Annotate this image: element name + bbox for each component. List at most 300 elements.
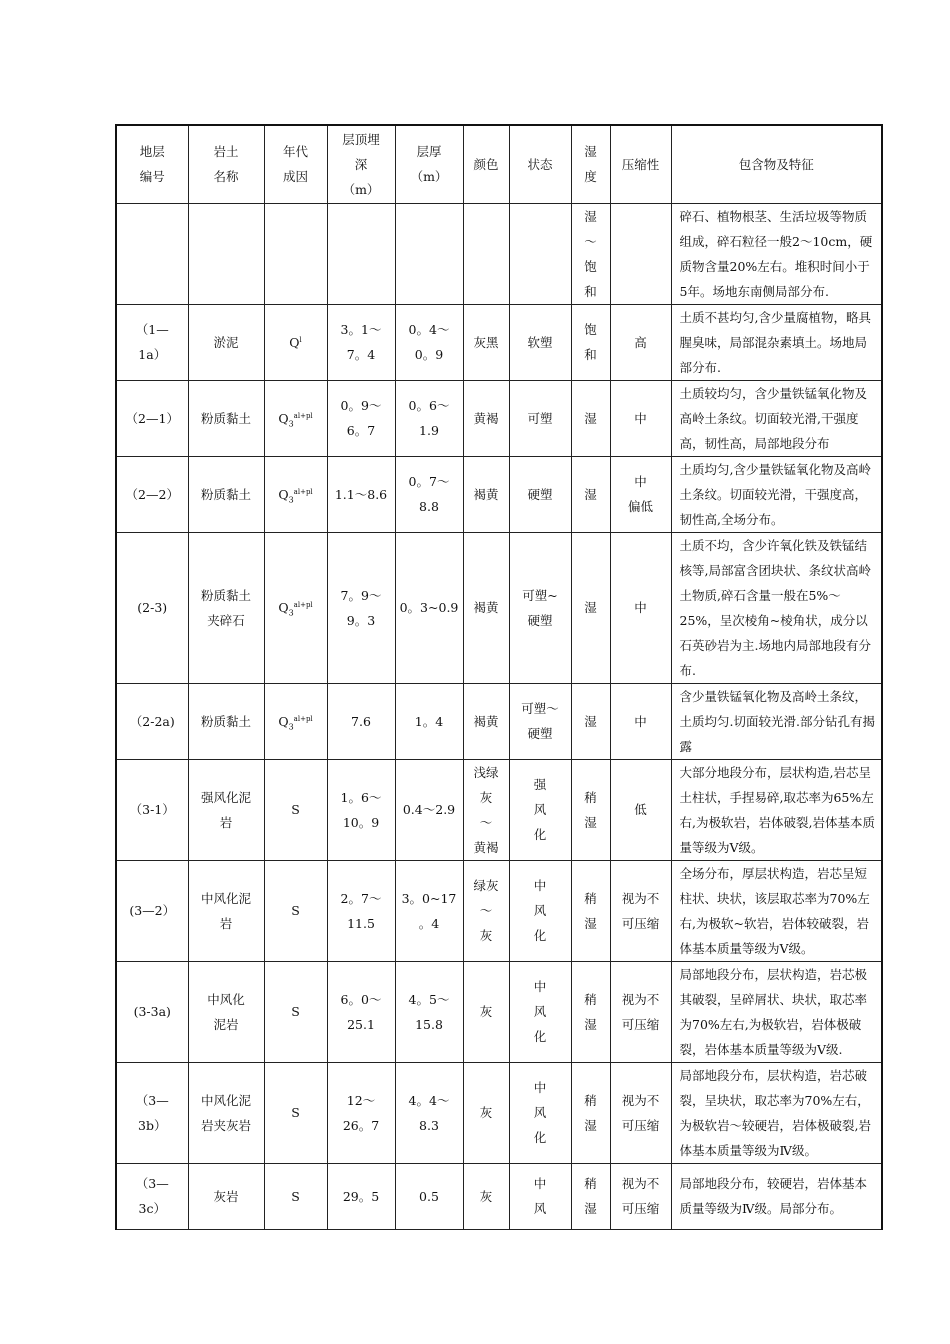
cell-line: 视为不 bbox=[621, 1176, 660, 1191]
cell-thickness bbox=[395, 860, 463, 961]
table-row bbox=[116, 456, 882, 532]
cell-humidity bbox=[571, 456, 610, 532]
cell-age-origin bbox=[264, 304, 327, 380]
cell-line: 粉质黏土 bbox=[200, 587, 251, 603]
header-line: 地层 bbox=[139, 144, 165, 160]
cell-line: (3-3a) bbox=[133, 1004, 171, 1019]
header-line: 湿 bbox=[584, 144, 597, 160]
cell-soil-name bbox=[188, 203, 264, 304]
cell-humidity bbox=[571, 1062, 610, 1163]
cell-top-depth bbox=[327, 532, 395, 683]
age-subscript: 3 bbox=[288, 722, 294, 731]
cell-line: 1a） bbox=[138, 347, 167, 362]
cell-age-origin bbox=[264, 532, 327, 683]
cell-line: 3b） bbox=[138, 1117, 167, 1133]
age-base: S bbox=[291, 802, 300, 817]
cell-line: 稍 bbox=[584, 1176, 597, 1191]
table-row bbox=[116, 1062, 882, 1163]
cell-line: 灰 bbox=[479, 1105, 493, 1120]
cell-line: 中风化 bbox=[207, 991, 245, 1007]
cell-line: 稍 bbox=[584, 890, 597, 906]
cell-top-depth bbox=[327, 380, 395, 456]
cell-thickness bbox=[395, 1163, 463, 1229]
age-base: Q bbox=[278, 713, 289, 729]
cell-line: （3-1） bbox=[129, 802, 175, 817]
age-base: Q bbox=[278, 410, 289, 426]
header-line: 编号 bbox=[139, 169, 165, 185]
cell-line: 3。0~17 bbox=[401, 890, 457, 906]
cell-line: (3—2） bbox=[129, 903, 176, 918]
cell-thickness bbox=[395, 759, 463, 860]
cell-line: 风 bbox=[533, 1004, 547, 1019]
cell-state bbox=[509, 532, 571, 683]
cell-line: 。4 bbox=[418, 915, 440, 931]
cell-line: 7。4 bbox=[346, 347, 376, 362]
cell-line: 中 bbox=[533, 1176, 547, 1191]
cell-line: 偏低 bbox=[627, 499, 653, 514]
cell-line: 0.4～2.9 bbox=[402, 802, 456, 817]
cell-age-origin bbox=[264, 961, 327, 1062]
age-subscript: 3 bbox=[288, 608, 294, 618]
cell-line: 可压缩 bbox=[621, 1016, 660, 1032]
cell-state bbox=[509, 961, 571, 1062]
cell-line: 0。7～ bbox=[408, 474, 450, 489]
cell-line: 1.9 bbox=[419, 423, 439, 438]
cell-line: 夹碎石 bbox=[207, 612, 245, 628]
cell-color bbox=[463, 380, 509, 456]
cell-line: 岩 bbox=[219, 915, 233, 931]
cell-color bbox=[463, 1163, 509, 1229]
header-compressibility bbox=[610, 125, 671, 203]
cell-features: 含少量铁锰氧化物及高岭土条纹，土质均匀.切面较光滑.部分钻孔有揭露 bbox=[671, 683, 882, 759]
cell-top-depth bbox=[327, 1163, 395, 1229]
cell-age-origin bbox=[264, 456, 327, 532]
cell-stratum-id bbox=[116, 683, 188, 759]
cell-soil-name bbox=[188, 1062, 264, 1163]
cell-thickness bbox=[395, 961, 463, 1062]
cell-line: 稍 bbox=[584, 1092, 597, 1108]
cell-line: 风 bbox=[533, 1201, 547, 1216]
cell-stratum-id bbox=[116, 304, 188, 380]
table-row bbox=[116, 304, 882, 380]
table-row bbox=[116, 1163, 882, 1229]
cell-line: 0。6～ bbox=[408, 398, 450, 413]
cell-thickness bbox=[395, 456, 463, 532]
cell-thickness bbox=[395, 532, 463, 683]
cell-stratum-id bbox=[116, 532, 188, 683]
cell-line: 强风化泥 bbox=[200, 789, 251, 805]
header-state bbox=[509, 125, 571, 203]
cell-line: 湿 bbox=[584, 1117, 597, 1133]
cell-thickness bbox=[395, 380, 463, 456]
table-row bbox=[116, 860, 882, 961]
table-row bbox=[116, 961, 882, 1062]
cell-line: 0。4～ bbox=[408, 322, 450, 337]
age-subscript: 3 bbox=[288, 419, 294, 428]
cell-features: 局部地段分布，层状构造，岩芯破裂，呈块状，取芯率为70%左右，为极软岩～较硬岩，岩体极破裂,岩体基本质量等级为Ⅳ级。 bbox=[671, 1062, 882, 1163]
cell-line: 粉质黏土 bbox=[200, 713, 251, 729]
cell-line: 中 bbox=[533, 1080, 547, 1095]
cell-soil-name bbox=[188, 456, 264, 532]
cell-age-origin bbox=[264, 203, 327, 304]
cell-line: 低 bbox=[634, 802, 647, 817]
cell-humidity bbox=[571, 304, 610, 380]
age-superscript: al+pl bbox=[293, 411, 313, 420]
cell-line: 稍 bbox=[584, 789, 597, 805]
cell-line: 中 bbox=[533, 878, 547, 893]
cell-features: 全场分布，厚层状构造，岩芯呈短柱状、块状，该层取芯率为70%左右,为极软~软岩，岩体较破裂，岩体基本质量等级为Ⅴ级。 bbox=[671, 860, 882, 961]
age-base: S bbox=[291, 1105, 300, 1120]
cell-line: 软塑 bbox=[527, 334, 553, 350]
cell-features: 土质较均匀，含少量铁锰氧化物及高岭土条纹。切面较光滑,干强度高，韧性高，局部地段分布 bbox=[671, 380, 882, 456]
cell-thickness bbox=[395, 1062, 463, 1163]
header-line: 度 bbox=[584, 169, 597, 185]
cell-line: 粉质黏土 bbox=[200, 486, 251, 502]
header-line: （m） bbox=[410, 169, 448, 185]
cell-line: 视为不 bbox=[621, 1092, 660, 1108]
cell-line: 高 bbox=[634, 334, 647, 350]
header-line: 成因 bbox=[282, 169, 308, 185]
cell-compressibility bbox=[610, 203, 671, 304]
cell-line: 硬塑 bbox=[527, 612, 553, 628]
cell-age-origin bbox=[264, 380, 327, 456]
header-color bbox=[463, 125, 509, 203]
header-line: 层厚 bbox=[416, 144, 442, 160]
cell-line: 26。7 bbox=[342, 1117, 380, 1133]
cell-line: 7。9～ bbox=[340, 587, 382, 603]
cell-line: 中 bbox=[634, 600, 647, 615]
age-base: S bbox=[291, 1004, 300, 1019]
cell-humidity bbox=[571, 532, 610, 683]
cell-line: （3— bbox=[135, 1176, 169, 1191]
cell-line: 8.3 bbox=[419, 1117, 439, 1133]
cell-line: 中风化泥 bbox=[200, 1092, 251, 1108]
table-row bbox=[116, 759, 882, 860]
header-thickness bbox=[395, 125, 463, 203]
table-row bbox=[116, 203, 882, 304]
cell-compressibility bbox=[610, 304, 671, 380]
cell-line: 浅绿 bbox=[473, 764, 499, 780]
cell-humidity bbox=[571, 860, 610, 961]
cell-line: 化 bbox=[533, 1029, 547, 1044]
header-humidity bbox=[571, 125, 610, 203]
cell-line: 淤泥 bbox=[213, 334, 239, 350]
age-subscript: 3 bbox=[288, 495, 294, 504]
cell-line: 1。4 bbox=[414, 713, 444, 729]
cell-line: 饱 bbox=[584, 322, 597, 337]
cell-line: 4。4～ bbox=[408, 1092, 450, 1108]
cell-line: 6。7 bbox=[346, 423, 376, 438]
cell-line: 9。3 bbox=[346, 612, 376, 628]
cell-color bbox=[463, 860, 509, 961]
cell-age-origin bbox=[264, 1163, 327, 1229]
cell-thickness bbox=[395, 203, 463, 304]
cell-line: 化 bbox=[533, 827, 547, 842]
cell-features: 碎石、植物根茎、生活垃圾等物质组成，碎石粒径一般2～10cm，硬质物含量20%左右。堆积时间小于5年。场地东南侧局部分布. bbox=[671, 203, 882, 304]
cell-compressibility bbox=[610, 961, 671, 1062]
cell-line: 灰黑 bbox=[473, 334, 499, 350]
cell-line: 稍 bbox=[584, 991, 597, 1007]
cell-color bbox=[463, 961, 509, 1062]
cell-soil-name bbox=[188, 683, 264, 759]
header-line: 包含物及特征 bbox=[738, 156, 814, 172]
header-top-depth bbox=[327, 125, 395, 203]
cell-features: 局部地段分布，较硬岩，岩体基本质量等级为Ⅳ级。局部分布。 bbox=[671, 1163, 882, 1229]
cell-color bbox=[463, 759, 509, 860]
strata-table bbox=[115, 124, 883, 1230]
cell-line: 视为不 bbox=[621, 890, 660, 906]
cell-line: 0.5 bbox=[419, 1188, 439, 1204]
cell-line: （2—1） bbox=[125, 410, 179, 426]
cell-soil-name bbox=[188, 304, 264, 380]
cell-thickness bbox=[395, 683, 463, 759]
cell-line: 1。6～ bbox=[340, 789, 382, 805]
cell-line: 灰 bbox=[479, 1004, 493, 1019]
cell-line: 风 bbox=[533, 802, 547, 817]
cell-state bbox=[509, 1163, 571, 1229]
table-header-row bbox=[116, 125, 882, 203]
cell-line: 风 bbox=[533, 903, 547, 918]
header-line: （m） bbox=[342, 181, 380, 197]
cell-line: 湿 bbox=[584, 600, 597, 615]
cell-compressibility bbox=[610, 1062, 671, 1163]
cell-age-origin bbox=[264, 860, 327, 961]
cell-top-depth bbox=[327, 456, 395, 532]
header-line: 状态 bbox=[527, 156, 553, 172]
table-row bbox=[116, 683, 882, 759]
cell-top-depth bbox=[327, 683, 395, 759]
cell-top-depth bbox=[327, 1062, 395, 1163]
cell-humidity bbox=[571, 1163, 610, 1229]
cell-line: 湿 bbox=[584, 814, 597, 830]
cell-line: 10。9 bbox=[342, 814, 380, 830]
cell-line: 0。9 bbox=[414, 347, 444, 362]
cell-compressibility bbox=[610, 860, 671, 961]
cell-soil-name bbox=[188, 1163, 264, 1229]
cell-top-depth bbox=[327, 203, 395, 304]
age-base: S bbox=[291, 1188, 300, 1204]
cell-line: 岩夹灰岩 bbox=[200, 1117, 251, 1133]
age-superscript: l bbox=[299, 335, 302, 344]
cell-state bbox=[509, 1062, 571, 1163]
age-base: Q bbox=[289, 334, 300, 350]
cell-color bbox=[463, 532, 509, 683]
header-features bbox=[671, 125, 882, 203]
cell-humidity bbox=[571, 203, 610, 304]
header-line: 岩土 bbox=[213, 144, 239, 160]
cell-line: 可压缩 bbox=[621, 1201, 660, 1216]
header-line: 层顶埋 bbox=[342, 131, 380, 147]
cell-state bbox=[509, 860, 571, 961]
age-base: Q bbox=[278, 486, 289, 502]
cell-line: 岩 bbox=[219, 814, 233, 830]
cell-state bbox=[509, 380, 571, 456]
cell-color bbox=[463, 456, 509, 532]
cell-color bbox=[463, 683, 509, 759]
cell-line: 灰 bbox=[479, 789, 493, 805]
age-superscript: al+pl bbox=[293, 600, 313, 609]
cell-line: 硬塑 bbox=[527, 486, 553, 502]
cell-top-depth bbox=[327, 860, 395, 961]
cell-line: 和 bbox=[584, 283, 597, 299]
cell-line: 可压缩 bbox=[621, 915, 660, 931]
cell-line: 7.6 bbox=[351, 713, 371, 729]
cell-line: 6。0～ bbox=[340, 991, 382, 1007]
cell-line: 湿 bbox=[584, 713, 597, 729]
cell-stratum-id bbox=[116, 961, 188, 1062]
cell-compressibility bbox=[610, 759, 671, 860]
cell-soil-name bbox=[188, 860, 264, 961]
cell-compressibility bbox=[610, 532, 671, 683]
cell-line: 0。3~0.9 bbox=[399, 600, 459, 615]
cell-line: 25.1 bbox=[347, 1016, 375, 1032]
cell-line: ～ bbox=[479, 814, 493, 830]
cell-features: 土质均匀,含少量铁锰氧化物及高岭土条纹。切面较光滑，干强度高，韧性高,全场分布。 bbox=[671, 456, 882, 532]
cell-line: 中风化泥 bbox=[200, 890, 251, 906]
cell-line: 强 bbox=[533, 777, 547, 792]
cell-humidity bbox=[571, 380, 610, 456]
table-row bbox=[116, 532, 882, 683]
cell-stratum-id bbox=[116, 759, 188, 860]
cell-state bbox=[509, 456, 571, 532]
header-line: 年代 bbox=[282, 144, 308, 160]
cell-line: ～ bbox=[479, 903, 493, 918]
cell-humidity bbox=[571, 961, 610, 1062]
header-soil-name bbox=[188, 125, 264, 203]
cell-line: 可塑～ bbox=[521, 701, 559, 716]
header-age-origin bbox=[264, 125, 327, 203]
cell-age-origin bbox=[264, 759, 327, 860]
table-row bbox=[116, 380, 882, 456]
cell-state bbox=[509, 203, 571, 304]
cell-line: 湿 bbox=[584, 915, 597, 931]
cell-soil-name bbox=[188, 961, 264, 1062]
cell-line: 化 bbox=[533, 1130, 547, 1145]
cell-line: 可塑~ bbox=[522, 587, 558, 603]
cell-line: 中 bbox=[634, 713, 647, 729]
cell-line: 饱 bbox=[584, 258, 597, 274]
cell-line: 8.8 bbox=[419, 499, 439, 514]
age-base: Q bbox=[278, 600, 289, 615]
cell-line: 灰岩 bbox=[213, 1188, 239, 1204]
cell-line: （2-2a) bbox=[129, 713, 175, 729]
cell-line: 0。9～ bbox=[340, 398, 382, 413]
cell-line: 风 bbox=[533, 1105, 547, 1120]
cell-line: （2—2） bbox=[125, 486, 179, 502]
header-stratum-id bbox=[116, 125, 188, 203]
cell-compressibility bbox=[610, 683, 671, 759]
cell-line: 视为不 bbox=[621, 991, 660, 1007]
cell-line: 灰 bbox=[479, 1188, 493, 1204]
cell-line: 可塑 bbox=[527, 410, 553, 426]
cell-line: 1.1～8.6 bbox=[334, 486, 388, 502]
cell-line: 12～ bbox=[346, 1092, 376, 1108]
cell-line: ～ bbox=[584, 233, 597, 249]
header-line: 颜色 bbox=[473, 156, 499, 172]
cell-line: 化 bbox=[533, 928, 547, 943]
cell-line: 中 bbox=[634, 410, 647, 426]
cell-line: 黄褐 bbox=[473, 410, 499, 426]
cell-line: 中 bbox=[533, 979, 547, 994]
cell-line: 和 bbox=[584, 347, 597, 362]
cell-compressibility bbox=[610, 380, 671, 456]
cell-line: 褐黄 bbox=[473, 713, 499, 729]
cell-state bbox=[509, 759, 571, 860]
cell-features: 土质不均，含少许氧化铁及铁锰结核等,局部富含团块状、条纹状高岭土物质,碎石含量一般在5%～25%，呈次棱角~棱角状，成分以石英砂岩为主.场地内局部地段有分布. bbox=[671, 532, 882, 683]
header-line: 深 bbox=[354, 156, 368, 172]
cell-line: 3。1～ bbox=[340, 322, 382, 337]
cell-line: 4。5～ bbox=[408, 991, 450, 1007]
cell-top-depth bbox=[327, 304, 395, 380]
age-superscript: al+pl bbox=[293, 487, 313, 496]
header-line: 名称 bbox=[213, 169, 239, 185]
cell-humidity bbox=[571, 759, 610, 860]
cell-line: 湿 bbox=[584, 410, 597, 426]
cell-features: 土质不甚均匀,含少量腐植物，略具腥臭味，局部混杂素填土。场地局部分布. bbox=[671, 304, 882, 380]
cell-soil-name bbox=[188, 759, 264, 860]
cell-stratum-id bbox=[116, 456, 188, 532]
cell-stratum-id bbox=[116, 1062, 188, 1163]
header-line: 压缩性 bbox=[621, 156, 660, 172]
cell-line: 可压缩 bbox=[621, 1117, 660, 1133]
cell-soil-name bbox=[188, 380, 264, 456]
cell-stratum-id bbox=[116, 380, 188, 456]
cell-age-origin bbox=[264, 683, 327, 759]
cell-stratum-id bbox=[116, 860, 188, 961]
cell-color bbox=[463, 1062, 509, 1163]
cell-compressibility bbox=[610, 1163, 671, 1229]
cell-line: 褐黄 bbox=[473, 486, 499, 502]
cell-line: 绿灰 bbox=[473, 878, 499, 893]
cell-line: 中 bbox=[634, 474, 647, 489]
cell-top-depth bbox=[327, 961, 395, 1062]
cell-line: 粉质黏土 bbox=[200, 410, 251, 426]
cell-state bbox=[509, 683, 571, 759]
cell-humidity bbox=[571, 683, 610, 759]
cell-line: 2。7～ bbox=[340, 890, 382, 906]
cell-line: (2-3) bbox=[137, 600, 168, 615]
cell-line: 褐黄 bbox=[473, 600, 499, 615]
cell-top-depth bbox=[327, 759, 395, 860]
age-superscript: al+pl bbox=[293, 714, 313, 723]
cell-line: 黄褐 bbox=[473, 839, 499, 855]
cell-stratum-id bbox=[116, 1163, 188, 1229]
cell-line: 灰 bbox=[479, 928, 493, 943]
cell-state bbox=[509, 304, 571, 380]
cell-line: （3— bbox=[135, 1092, 169, 1108]
cell-compressibility bbox=[610, 456, 671, 532]
cell-color bbox=[463, 203, 509, 304]
cell-line: 29。5 bbox=[342, 1188, 380, 1204]
cell-line: 湿 bbox=[584, 1201, 597, 1216]
cell-thickness bbox=[395, 304, 463, 380]
cell-line: 15.8 bbox=[415, 1016, 443, 1032]
cell-soil-name bbox=[188, 532, 264, 683]
cell-line: 硬塑 bbox=[527, 726, 553, 741]
cell-features: 局部地段分布，层状构造，岩芯极其破裂，呈碎屑状、块状，取芯率为70%左右,为极软岩，岩体极破裂，岩体基本质量等级为Ⅴ级. bbox=[671, 961, 882, 1062]
cell-stratum-id bbox=[116, 203, 188, 304]
cell-color bbox=[463, 304, 509, 380]
cell-line: 泥岩 bbox=[213, 1016, 239, 1032]
cell-line: 11.5 bbox=[347, 915, 375, 931]
age-base: S bbox=[291, 903, 300, 918]
cell-line: 湿 bbox=[584, 1016, 597, 1032]
cell-line: （1— bbox=[135, 322, 169, 337]
cell-features: 大部分地段分布，层状构造,岩芯呈土柱状，手捏易碎,取芯率为65%左右,为极软岩，岩体破裂,岩体基本质量等级为Ⅴ级。 bbox=[671, 759, 882, 860]
cell-line: 湿 bbox=[584, 486, 597, 502]
cell-age-origin bbox=[264, 1062, 327, 1163]
cell-line: 3c） bbox=[138, 1201, 166, 1216]
